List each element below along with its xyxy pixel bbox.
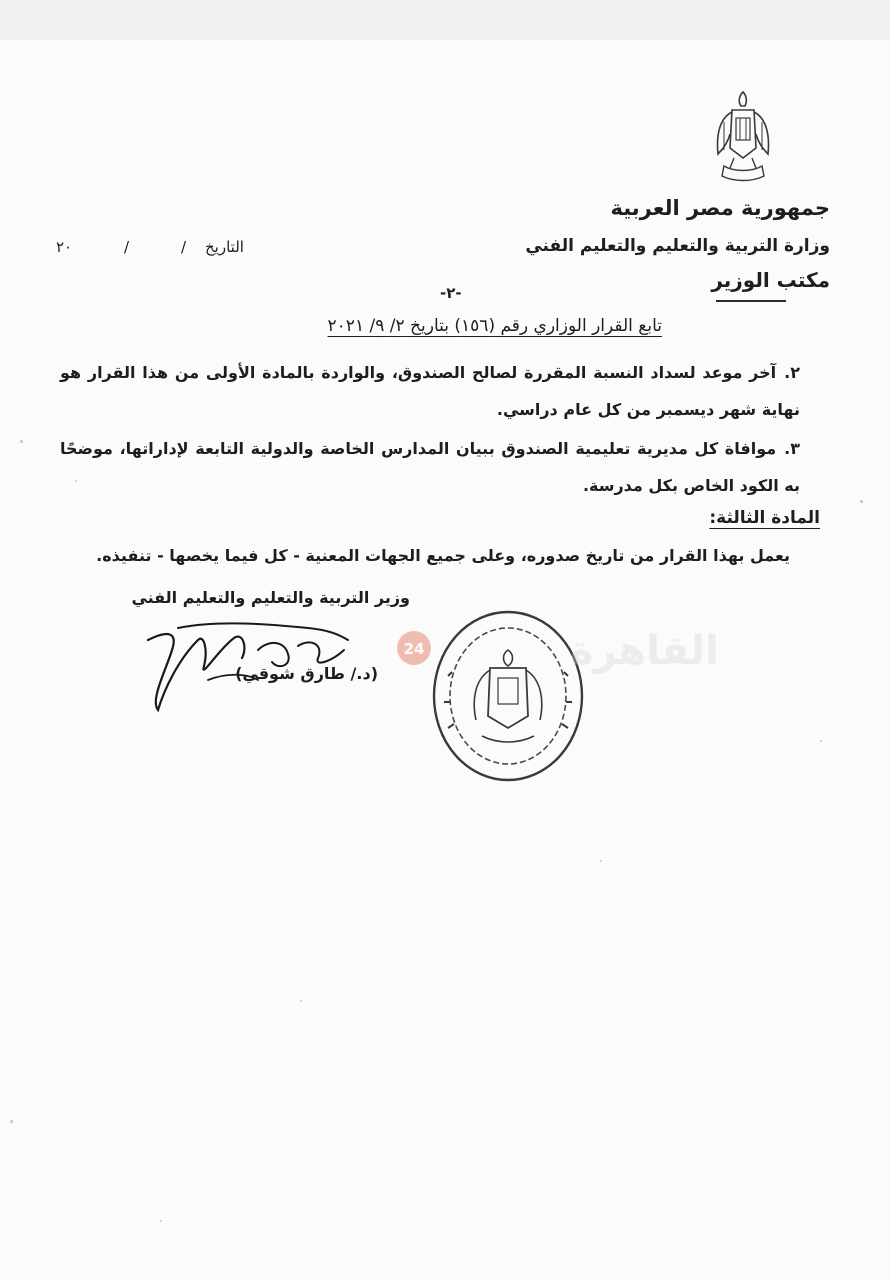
page-number: -٢-	[440, 284, 462, 302]
item-number: ٢.	[784, 363, 800, 382]
scan-speck	[160, 1220, 162, 1222]
article-heading: المادة الثالثة:	[709, 508, 820, 528]
scan-speck	[820, 740, 822, 742]
date-label: التاريخ	[205, 238, 244, 256]
date-year: ٢٠	[56, 238, 73, 256]
list-item	[60, 430, 800, 504]
letterhead-ministry: وزارة التربية والتعليم والتعليم الفني	[525, 236, 830, 256]
list-item	[60, 354, 800, 428]
date-separator: /	[124, 238, 130, 256]
scan-speck	[300, 1000, 302, 1002]
scan-speck	[600, 860, 602, 862]
eagle-emblem-icon	[710, 88, 776, 192]
item-text: موافاة كل مديرية تعليمية الصندوق ببيان المدارس الخاصة والدولية التابعة لإداراتها، موضحًا به الكود الخاص بكل مدرسة.	[60, 439, 800, 495]
letterhead-country: جمهورية مصر العربية	[610, 196, 830, 220]
minister-name: (د./ طارق شوقي)	[235, 664, 378, 683]
minister-title: وزير التربية والتعليم والتعليم الفني	[131, 588, 410, 607]
scan-speck	[860, 500, 863, 503]
scan-speck	[10, 1120, 13, 1123]
date-field	[56, 238, 186, 256]
closing-statement: يعمل بهذا القرار من تاريخ صدوره، وعلى جميع الجهات المعنية - كل فيما يخصها - تنفيذه.	[96, 546, 790, 565]
viewer-top-bar	[0, 0, 890, 41]
scan-speck	[20, 440, 23, 443]
decree-subject: تابع القرار الوزاري رقم (١٥٦) بتاريخ ٢/ ٩/ ٢٠٢١	[327, 316, 662, 336]
news-site-watermark-logo	[380, 612, 719, 682]
letterhead-divider	[716, 300, 786, 302]
svg-text:24: 24	[403, 640, 425, 658]
svg-text:القاهرة: القاهرة	[570, 628, 719, 674]
letterhead-office: مكتب الوزير	[711, 268, 830, 292]
date-separator: /	[180, 238, 186, 256]
item-text: آخر موعد لسداد النسبة المقررة لصالح الصندوق، والواردة بالمادة الأولى من هذا القرار هو نهاية شهر ديسمبر من كل عام دراسي.	[60, 363, 800, 419]
item-number: ٣.	[784, 439, 800, 458]
